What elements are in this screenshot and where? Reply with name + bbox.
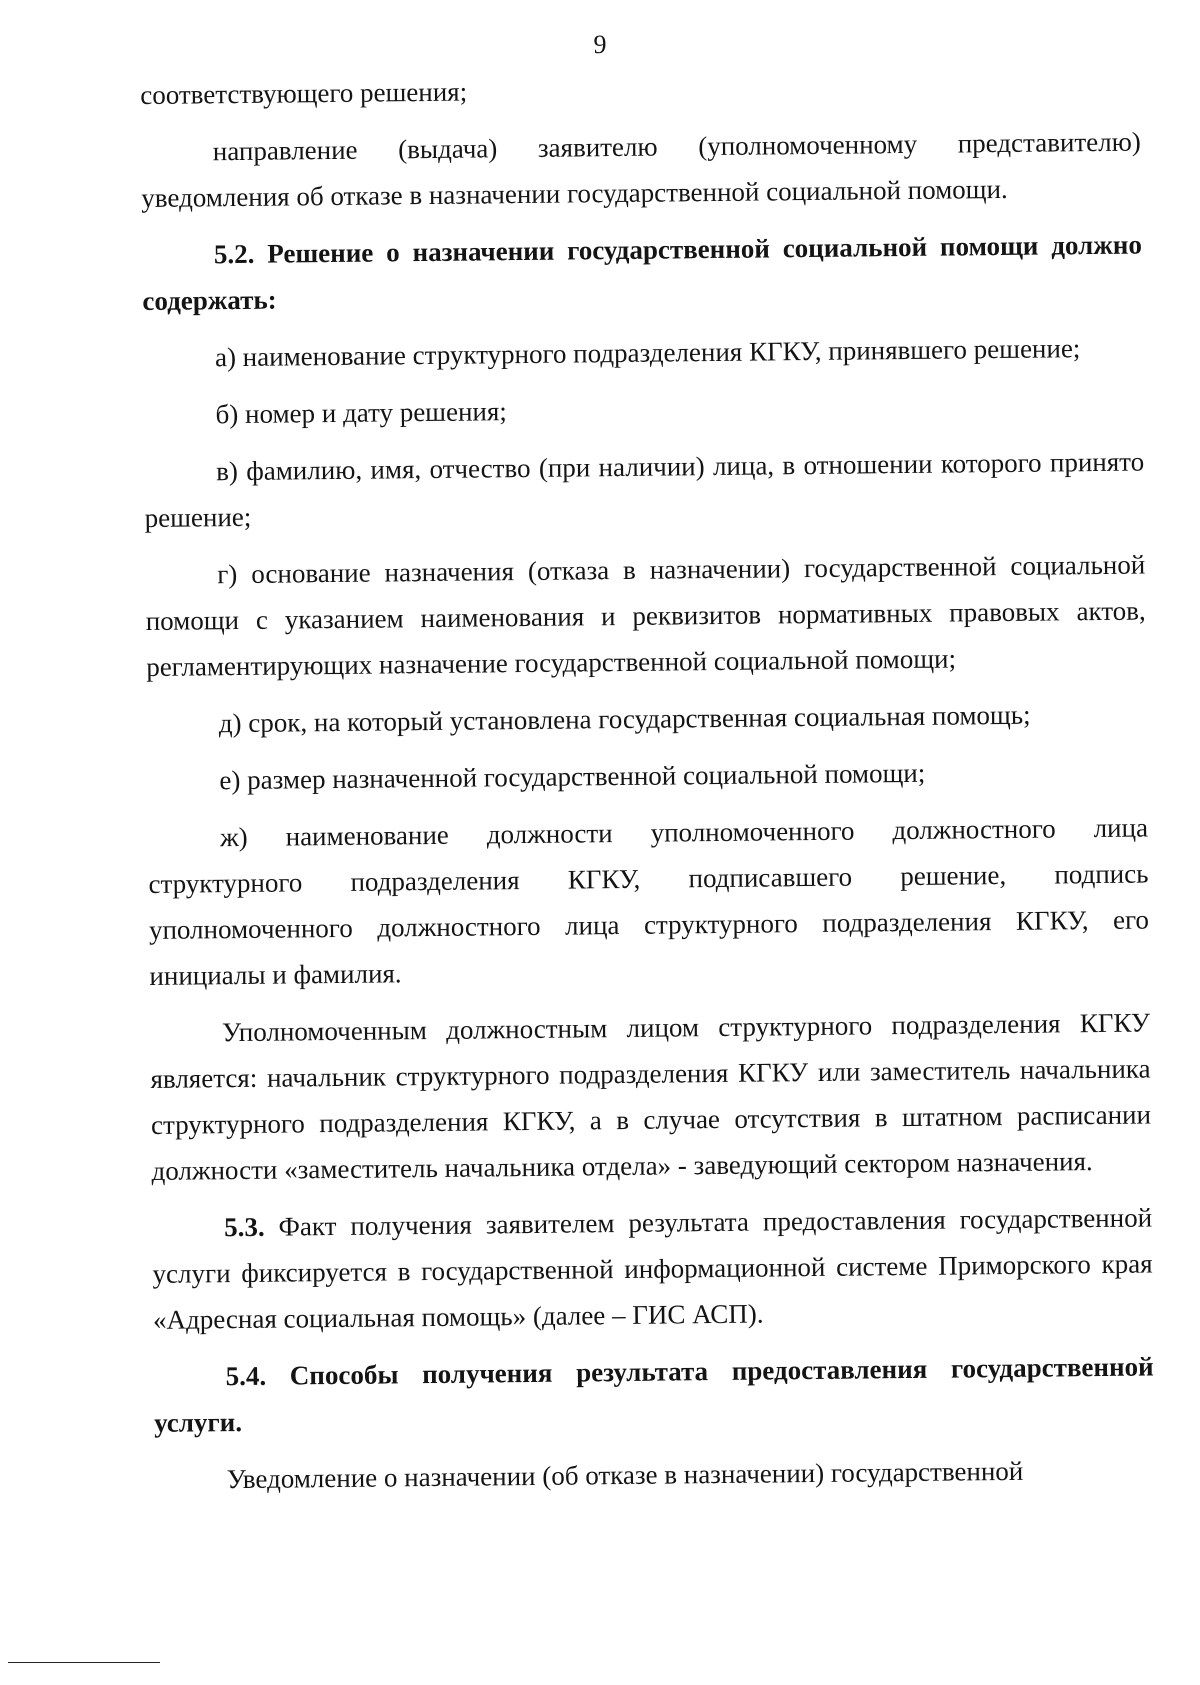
paragraph: направление (выдача) заявителю (уполномоченному представителю) уведомления об отказе в назначении государственной социальной помощи. <box>141 126 1141 213</box>
paragraph-5-3: 5.3. Факт получения заявителем результата предоставления государственной услуги фиксируется в государственной информационной системе Приморского края «Адресная социальная помощь» (далее – ГИС АСП). <box>152 1202 1153 1335</box>
document-body <box>140 62 1155 1514</box>
paragraph: соответствующего решения; <box>140 76 468 110</box>
footnote-rule <box>8 1662 160 1663</box>
paragraph: Уведомление о назначении (об отказе в назначении) государственной <box>226 1455 1024 1495</box>
list-item: б) номер и дату решения; <box>215 396 507 430</box>
page-number: 9 <box>593 30 607 59</box>
section-heading-5-4: 5.4. Способы получения результата предоставления государственной услуги. <box>153 1351 1154 1438</box>
paragraph: Уполномоченным должностным лицом структурного подразделения КГКУ является: начальник структурного подразделения КГКУ или заместитель начальника структурного подразделения КГКУ, а в случае отсутствия в штатном расписании должности «заместитель начальника отдела» - заведующий сектором назначения. <box>150 1007 1152 1186</box>
list-item: е) размер назначенной государственной социальной помощи; <box>219 757 926 796</box>
list-item: г) основание назначения (отказа в назначении) государственной социальной помощи с указанием наименования и реквизитов нормативных правовых актов, регламентирующих назначение государственной социальной помощи; <box>145 549 1146 682</box>
section-number-5-3: 5.3. <box>223 1211 265 1243</box>
list-item: а) наименование структурного подразделения КГКУ, принявшего решение; <box>214 333 1081 373</box>
list-item: в) фамилию, имя, отчество (при наличии) лица, в отношении которого принято решение; <box>144 446 1145 533</box>
list-item: д) срок, на который установлена государственная социальная помощь; <box>218 699 1031 739</box>
list-item: ж) наименование должности уполномоченного должностного лица структурного подразделения КГКУ, подписавшего решение, подпись уполномоченного должностного лица структурного подразделения КГКУ, его инициалы и фамилия. <box>148 812 1150 991</box>
section-heading-5-2: 5.2. Решение о назначении государственной социальной помощи должно содержать: <box>142 229 1143 316</box>
